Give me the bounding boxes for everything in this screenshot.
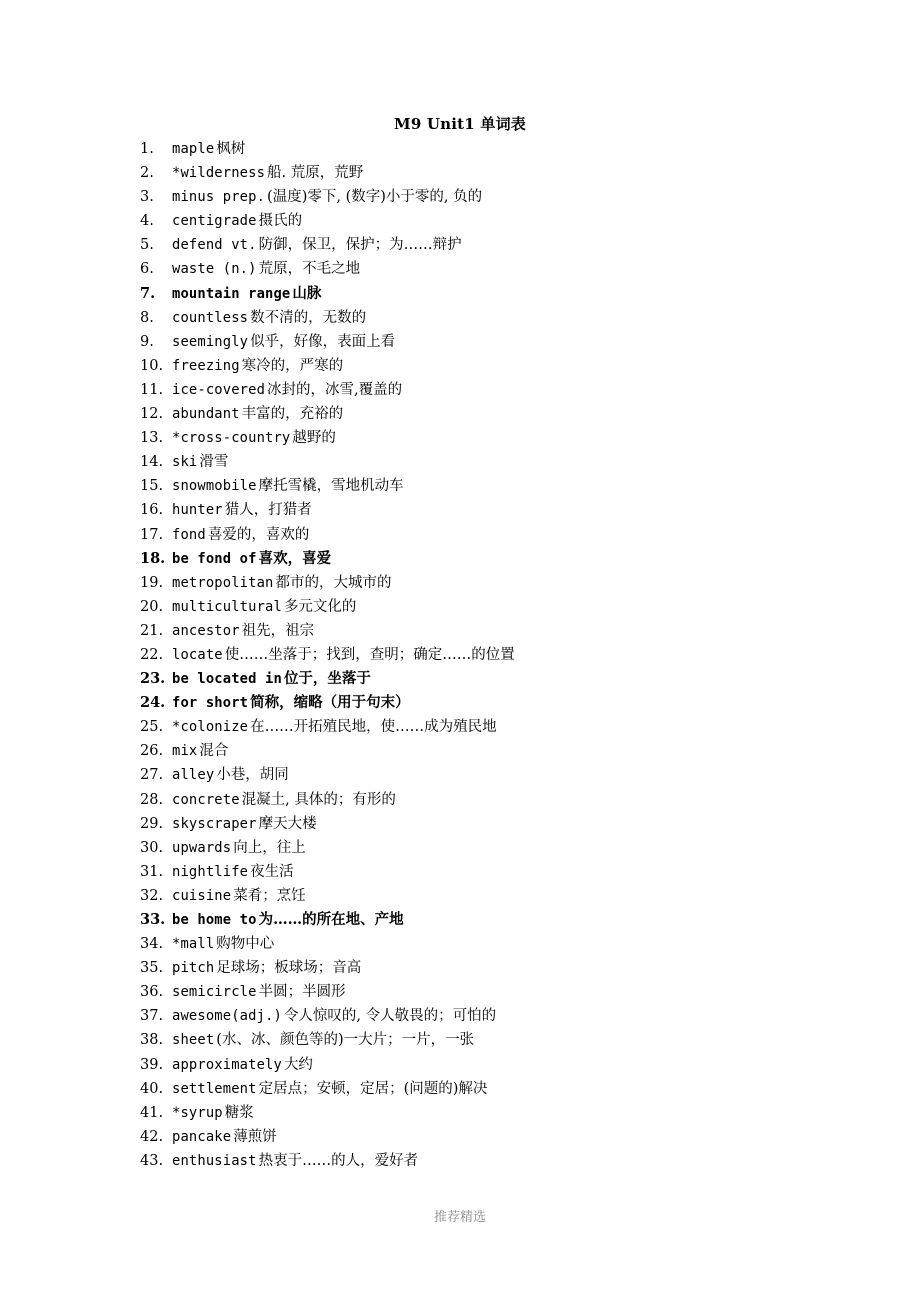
item-word: defend vt. [172, 237, 257, 254]
item-meaning: 猎人，打猎者 [224, 502, 312, 519]
item-number: 34. [140, 936, 164, 953]
item-meaning: 似乎，好像，表面上看 [250, 333, 396, 350]
item-word: metropolitan [172, 574, 274, 591]
item-word: pitch [172, 960, 215, 977]
item-number: 30. [140, 839, 164, 856]
item-number: 23. [140, 670, 166, 688]
item-word: freezing [172, 357, 240, 374]
item-word: sheet [172, 1032, 215, 1049]
item-meaning: 船. 荒原，荒野 [267, 165, 364, 182]
item-number: 2. [140, 165, 154, 182]
item-meaning: 枫树 [216, 141, 246, 157]
list-item [140, 1077, 760, 1101]
list-item [140, 595, 760, 619]
item-word: *cross-country [172, 430, 291, 447]
item-meaning: 喜爱的，喜欢的 [207, 526, 310, 543]
item-number: 36. [140, 984, 164, 1001]
item-number: 18. [140, 549, 166, 567]
list-item [140, 908, 760, 932]
item-number: 32. [140, 887, 164, 904]
list-item [140, 450, 760, 474]
item-meaning: 定居点；安顿，定居；(问题的)解决 [258, 1080, 488, 1097]
item-meaning: 摩天大楼 [258, 815, 317, 832]
list-item [140, 137, 760, 161]
item-number: 19. [140, 574, 164, 591]
item-word: ice-covered [172, 381, 266, 398]
item-word: *syrup [172, 1104, 223, 1121]
item-meaning: (温度)零下, (数字)小于零的, 负的 [267, 189, 483, 206]
list-item [140, 378, 760, 402]
item-number: 27. [140, 767, 164, 784]
list-item [140, 763, 760, 787]
item-word: *colonize [172, 719, 249, 736]
item-number: 1. [140, 141, 154, 157]
item-number: 5. [140, 237, 154, 254]
list-item [140, 426, 760, 450]
item-meaning: 荒原，不毛之地 [258, 261, 361, 278]
item-number: 42. [140, 1128, 164, 1145]
item-word: awesome(adj.) [172, 1008, 282, 1025]
item-word: upwards [172, 839, 232, 856]
item-number: 43. [140, 1152, 164, 1169]
item-word: seemingly [172, 333, 249, 350]
item-meaning: 寒冷的，严寒的 [241, 357, 344, 374]
item-meaning: 摩托雪橇，雪地机动车 [258, 478, 404, 495]
item-number: 29. [140, 815, 164, 832]
item-number: 21. [140, 622, 164, 639]
item-word: nightlife [172, 863, 249, 880]
item-number: 24. [140, 694, 166, 712]
item-meaning: 向上，往上 [233, 839, 306, 856]
item-word: *wilderness [172, 165, 266, 182]
item-word: *mall [172, 936, 215, 953]
item-meaning: 冰封的，冰雪,覆盖的 [267, 381, 403, 398]
item-meaning: 小巷，胡同 [216, 767, 289, 784]
item-number: 10. [140, 357, 164, 374]
item-meaning: 使……坐落于；找到，查明；确定……的位置 [224, 646, 515, 663]
item-number: 33. [140, 911, 166, 928]
list-item [140, 1004, 760, 1028]
item-meaning: 令人惊叹的, 令人敬畏的；可怕的 [283, 1008, 497, 1025]
page-title: M9 Unit1 单词表 [394, 115, 526, 133]
item-word: concrete [172, 791, 240, 808]
item-number: 13. [140, 430, 164, 447]
item-number: 9. [140, 333, 154, 350]
item-number: 16. [140, 502, 164, 519]
page-footer: 推荐精选 [433, 1210, 486, 1225]
list-item [140, 547, 760, 571]
list-item [140, 306, 760, 330]
list-item [140, 1125, 760, 1149]
item-meaning: 越野的 [292, 430, 336, 447]
list-item [140, 571, 760, 595]
list-item [140, 233, 760, 257]
item-meaning: 数不清的，无数的 [250, 309, 367, 326]
list-item [140, 354, 760, 378]
item-meaning: 都市的，大城市的 [275, 574, 392, 591]
item-word: locate [172, 646, 223, 663]
item-number: 35. [140, 960, 164, 977]
item-word: fond [172, 526, 206, 543]
item-word: settlement [172, 1080, 257, 1097]
list-item [140, 860, 760, 884]
item-number: 14. [140, 454, 164, 471]
vocabulary-list [140, 137, 760, 1173]
list-item [140, 282, 760, 306]
item-number: 7. [140, 284, 156, 302]
list-item [140, 619, 760, 643]
item-word: for short [172, 695, 249, 712]
item-number: 4. [140, 213, 154, 230]
item-number: 12. [140, 406, 164, 423]
item-meaning: 购物中心 [216, 936, 275, 953]
list-item [140, 836, 760, 860]
item-number: 8. [140, 309, 154, 326]
list-item [140, 643, 760, 667]
item-number: 40. [140, 1080, 164, 1097]
item-word: mix [172, 743, 198, 760]
item-meaning: 多元文化的 [283, 598, 357, 615]
list-item [140, 932, 760, 956]
list-item [140, 1028, 760, 1052]
item-number: 38. [140, 1032, 164, 1049]
item-word: be home to [172, 912, 257, 928]
item-meaning: 大约 [283, 1056, 313, 1073]
item-word: approximately [172, 1056, 282, 1073]
list-item [140, 498, 760, 522]
item-word: ancestor [172, 622, 240, 639]
item-word: ski [172, 454, 198, 471]
item-number: 22. [140, 646, 164, 663]
list-item [140, 739, 760, 763]
item-word: snowmobile [172, 478, 257, 495]
item-word: hunter [172, 502, 223, 519]
item-meaning: 为……的所在地、产地 [258, 911, 404, 928]
item-word: pancake [172, 1128, 232, 1145]
item-meaning: 糖浆 [224, 1104, 254, 1121]
list-item [140, 330, 760, 354]
item-meaning: 热衷于……的人，爱好者 [258, 1152, 419, 1169]
list-item [140, 667, 760, 691]
item-word: enthusiast [172, 1152, 257, 1169]
item-meaning: 混凝土, 具体的；有形的 [241, 791, 396, 808]
item-number: 39. [140, 1056, 164, 1073]
item-meaning: 喜欢，喜爱 [258, 549, 332, 567]
list-item [140, 523, 760, 547]
list-item [140, 812, 760, 836]
item-number: 20. [140, 598, 164, 615]
list-item [140, 715, 760, 739]
item-meaning: 在……开拓殖民地，使……成为殖民地 [250, 719, 497, 736]
list-item [140, 161, 760, 185]
item-meaning: 位于，坐落于 [283, 670, 371, 688]
list-item [140, 980, 760, 1004]
item-word: minus prep. [172, 189, 266, 206]
item-number: 28. [140, 791, 164, 808]
item-word: cuisine [172, 887, 232, 904]
item-word: multicultural [172, 598, 282, 615]
item-meaning: 摄氏的 [258, 213, 303, 230]
item-number: 15. [140, 478, 164, 495]
item-number: 31. [140, 863, 164, 880]
list-item [140, 788, 760, 812]
list-item [140, 474, 760, 498]
item-word: alley [172, 767, 215, 784]
item-number: 3. [140, 189, 154, 206]
item-meaning: 混合 [199, 743, 229, 760]
item-meaning: 薄煎饼 [233, 1128, 277, 1145]
item-meaning: (水、冰、颜色等的)一大片；一片，一张 [216, 1032, 475, 1049]
list-item [140, 257, 760, 281]
item-meaning: 菜肴；烹饪 [233, 887, 306, 904]
item-word: centigrade [172, 213, 257, 230]
item-number: 41. [140, 1104, 164, 1121]
item-meaning: 防御，保卫，保护；为……辩护 [258, 237, 462, 254]
list-item [140, 209, 760, 233]
item-word: be located in [172, 671, 282, 688]
item-number: 26. [140, 743, 164, 760]
item-number: 37. [140, 1008, 164, 1025]
list-item [140, 402, 760, 426]
list-item [140, 1101, 760, 1125]
item-meaning: 滑雪 [199, 454, 229, 471]
item-meaning: 祖先，祖宗 [241, 622, 315, 639]
item-number: 6. [140, 261, 154, 278]
item-meaning: 山脉 [292, 284, 322, 302]
list-item [140, 185, 760, 209]
list-item [140, 1149, 760, 1173]
item-number: 25. [140, 719, 164, 736]
item-meaning: 丰富的，充裕的 [241, 406, 344, 423]
item-word: maple [172, 141, 215, 157]
list-item [140, 956, 760, 980]
item-meaning: 夜生活 [250, 863, 294, 880]
item-meaning: 简称，缩略（用于句末） [250, 694, 410, 712]
item-number: 11. [140, 381, 164, 398]
list-item [140, 1053, 760, 1077]
list-item [140, 691, 760, 715]
item-number: 17. [140, 526, 164, 543]
item-word: mountain range [172, 285, 291, 302]
item-word: waste (n.) [172, 261, 257, 278]
item-word: abundant [172, 406, 240, 423]
item-word: semicircle [172, 984, 257, 1001]
item-meaning: 半圆；半圆形 [258, 984, 346, 1001]
list-item [140, 884, 760, 908]
item-meaning: 足球场；板球场；音高 [216, 960, 362, 977]
item-word: countless [172, 309, 249, 326]
item-word: be fond of [172, 550, 257, 567]
item-word: skyscraper [172, 815, 257, 832]
